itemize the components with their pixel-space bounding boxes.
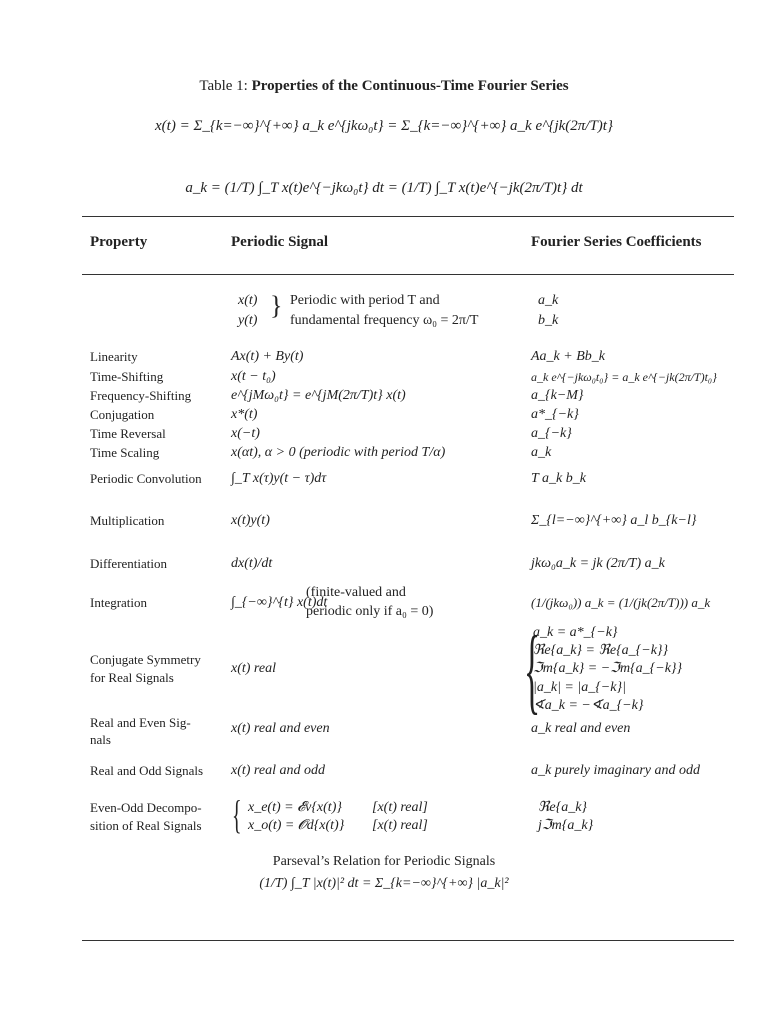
table-caption [0, 78, 768, 95]
even-odd-property-2: sition of Real Signals [90, 818, 202, 833]
row-timeshift-signal: x(t − t₀) [231, 369, 276, 384]
row-multiplication-signal: x(t)y(t) [231, 513, 270, 528]
synthesis-equation: x(t) = Σ_{k=−∞}^{+∞} a_k e^{jkω₀t} = Σ_{k=−∞}^{+∞} a_k e^{jk(2π/T)t} [155, 118, 613, 134]
caption-prefix: Table 1: [199, 78, 248, 94]
row-timereversal-coef: a_{−k} [531, 426, 572, 441]
row-integration-coef: (1/(jkω₀)) a_k = (1/(jk(2π/T))) a_k [531, 595, 711, 610]
even-odd-note-1: [x(t) real] [372, 800, 428, 815]
analysis-equation: a_k = (1/T) ∫_T x(t)e^{−jkω₀t} dt = (1/T) ∫_T x(t)e^{−jk(2π/T)t} dt [185, 180, 583, 196]
even-odd-signal-1: x_e(t) = 𝓔v{x(t)} [248, 800, 342, 815]
bottom-rule [82, 940, 734, 941]
row-timereversal-signal: x(−t) [231, 426, 260, 441]
even-odd-signal-2: x_o(t) = 𝓞d{x(t)} [248, 818, 345, 833]
intro-desc-1: Periodic with period T and [290, 293, 440, 308]
row-timeshift-property: Time-Shifting [90, 369, 164, 384]
row-linearity-signal: Ax(t) + By(t) [231, 349, 304, 364]
conj-sym-coef-3: ℑm{a_k} = −ℑm{a_{−k}} [533, 661, 683, 676]
header-periodic-signal: Periodic Signal [231, 234, 329, 250]
row-convolution-coef: T a_k b_k [531, 471, 586, 486]
row-freqshift-property: Frequency-Shifting [90, 388, 192, 403]
row-timescaling-signal: x(αt), α > 0 (periodic with period T/α) [231, 445, 446, 460]
intro-x: x(t) [238, 293, 258, 308]
row-convolution-signal: ∫_T x(τ)y(t − τ)dτ [231, 471, 327, 486]
row-integration-note-2: periodic only if a₀ = 0) [306, 604, 434, 619]
intro-desc-2: fundamental frequency ω₀ = 2π/T [290, 313, 479, 328]
even-odd-note-2: [x(t) real] [372, 818, 428, 833]
real-even-signal: x(t) real and even [231, 721, 330, 736]
intro-bk: b_k [538, 313, 559, 328]
header-property: Property [90, 234, 148, 250]
row-integration-signal: ∫_{−∞}^{t} x(t)dt [231, 595, 328, 610]
row-timereversal-property: Time Reversal [90, 426, 166, 441]
conj-sym-coef-4: |a_k| = |a_{−k}| [533, 680, 626, 695]
caption-title: Properties of the Continuous-Time Fourier Series [251, 78, 569, 94]
header-rule [82, 274, 734, 275]
real-even-property-1: Real and Even Sig- [90, 715, 191, 730]
row-conjugation-signal: x*(t) [231, 407, 258, 422]
intro-ak: a_k [538, 293, 559, 308]
even-odd-property-1: Even-Odd Decompo- [90, 800, 202, 815]
real-odd-property: Real and Odd Signals [90, 763, 204, 778]
even-odd-coef-2: jℑm{a_k} [538, 818, 594, 833]
conj-sym-brace: { [524, 616, 541, 723]
real-odd-coef: a_k purely imaginary and odd [531, 763, 701, 778]
row-timescaling-property: Time Scaling [90, 445, 160, 460]
real-even-property-2: nals [90, 732, 111, 747]
row-multiplication-coef: Σ_{l=−∞}^{+∞} a_l b_{k−l} [531, 513, 697, 528]
even-odd-coef-1: ℜe{a_k} [538, 800, 588, 815]
row-freqshift-signal: e^{jMω₀t} = e^{jM(2π/T)t} x(t) [231, 388, 406, 403]
real-even-coef: a_k real and even [531, 721, 631, 736]
intro-y: y(t) [238, 313, 258, 328]
row-freqshift-coef: a_{k−M} [531, 388, 584, 403]
row-timescaling-coef: a_k [531, 445, 552, 460]
real-odd-signal: x(t) real and odd [231, 763, 325, 778]
even-odd-brace: { [232, 792, 242, 837]
row-linearity-property: Linearity [90, 349, 138, 364]
conj-sym-signal: x(t) real [231, 661, 276, 676]
intro-brace: } [270, 291, 283, 320]
row-multiplication-property: Multiplication [90, 513, 165, 528]
conj-sym-property-2: for Real Signals [90, 670, 174, 685]
row-integration-note-1: (finite-valued and [306, 585, 406, 600]
conj-sym-coef-5: ∢a_k = −∢a_{−k} [533, 698, 644, 713]
header-coefficients: Fourier Series Coefficients [531, 234, 702, 250]
conj-sym-property-1: Conjugate Symmetry [90, 652, 201, 667]
parseval-title: Parseval’s Relation for Periodic Signals [272, 854, 496, 869]
parseval-formula: (1/T) ∫_T |x(t)|² dt = Σ_{k=−∞}^{+∞} |a_k|² [259, 876, 509, 891]
conj-sym-coef-2: ℜe{a_k} = ℜe{a_{−k}} [533, 643, 669, 658]
row-timeshift-coef: a_k e^{−jkω₀t₀} = a_k e^{−jk(2π/T)t₀} [531, 370, 717, 384]
row-differentiation-coef: jkω₀a_k = jk (2π/T) a_k [531, 556, 665, 571]
top-rule [82, 216, 734, 217]
row-differentiation-property: Differentiation [90, 556, 168, 571]
row-conjugation-property: Conjugation [90, 407, 155, 422]
row-conjugation-coef: a*_{−k} [531, 407, 579, 422]
row-differentiation-signal: dx(t)/dt [231, 556, 273, 571]
row-linearity-coef: Aa_k + Bb_k [531, 349, 605, 364]
conj-sym-coef-1: a_k = a*_{−k} [533, 625, 618, 640]
row-convolution-property: Periodic Convolution [90, 471, 202, 486]
row-integration-property: Integration [90, 595, 148, 610]
